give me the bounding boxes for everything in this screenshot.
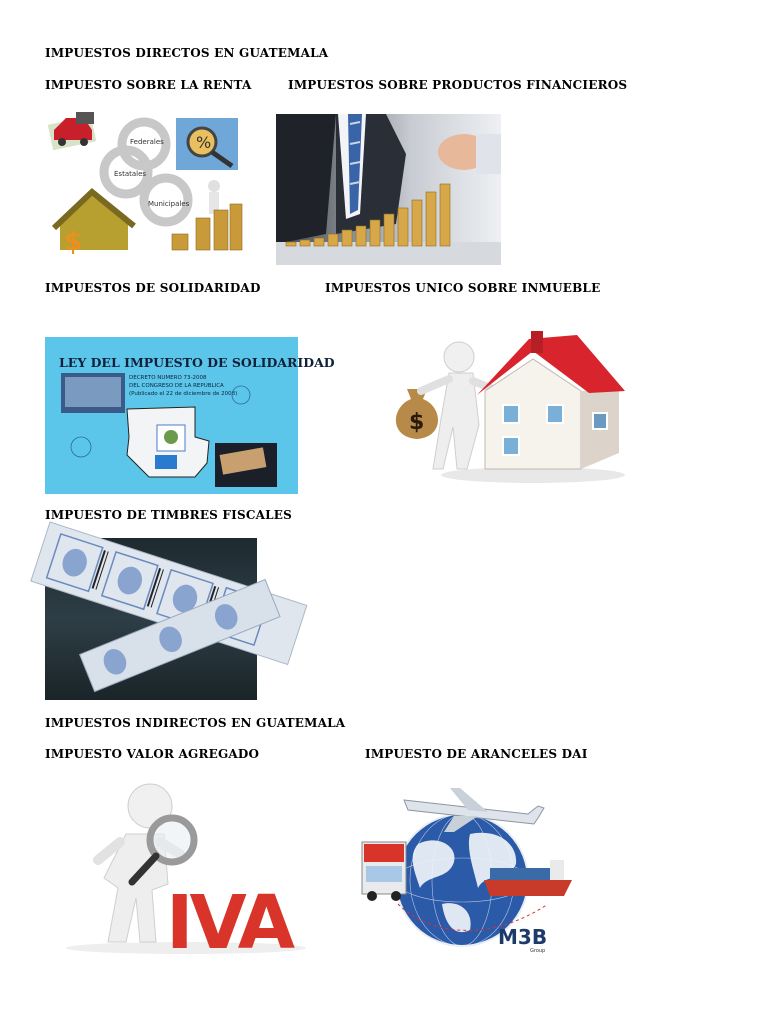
dollar-symbol: $ — [64, 227, 83, 257]
percent-symbol: % — [196, 133, 212, 152]
heading-renta: IMPUESTO SOBRE LA RENTA — [45, 78, 252, 92]
bag-dollar-symbol: $ — [409, 410, 425, 435]
renta-illustration — [46, 100, 244, 262]
iva-illustration — [56, 780, 316, 966]
solidaridad-line3: (Publicado el 22 de diciembre de 2008) — [129, 391, 238, 397]
solidaridad-slide — [45, 337, 335, 494]
timbres-photo — [45, 538, 257, 700]
heading-financieros: IMPUESTOS SOBRE PRODUCTOS FINANCIEROS — [288, 78, 628, 92]
heading-indirect-taxes: IMPUESTOS INDIRECTOS EN GUATEMALA — [45, 716, 346, 730]
dai-logo: M3B — [498, 925, 548, 949]
financieros-photo — [276, 114, 501, 265]
dai-logo-sub: Group — [530, 948, 546, 954]
dai-illustration — [358, 784, 576, 954]
iva-text: IVA — [166, 880, 292, 966]
solidaridad-line2: DEL CONGRESO DE LA REPUBLICA — [129, 383, 224, 389]
inmueble-illustration — [393, 329, 625, 485]
heading-timbres: IMPUESTO DE TIMBRES FISCALES — [45, 508, 292, 522]
solidaridad-title: LEY DEL IMPUESTO DE SOLIDARIDAD — [59, 355, 335, 370]
heading-iva: IMPUESTO VALOR AGREGADO — [45, 747, 260, 761]
heading-solidaridad: IMPUESTOS DE SOLIDARIDAD — [45, 281, 261, 295]
renta-label-federales: Federales — [130, 138, 164, 146]
heading-dai: IMPUESTO DE ARANCELES DAI — [365, 747, 588, 761]
renta-label-municipales: Municipales — [148, 200, 190, 208]
heading-inmueble: IMPUESTOS UNICO SOBRE INMUEBLE — [325, 281, 601, 295]
renta-label-estatales: Estatales — [114, 170, 147, 178]
heading-direct-taxes: IMPUESTOS DIRECTOS EN GUATEMALA — [45, 46, 329, 60]
solidaridad-line1: DECRETO NUMERO 73-2008 — [129, 375, 207, 381]
